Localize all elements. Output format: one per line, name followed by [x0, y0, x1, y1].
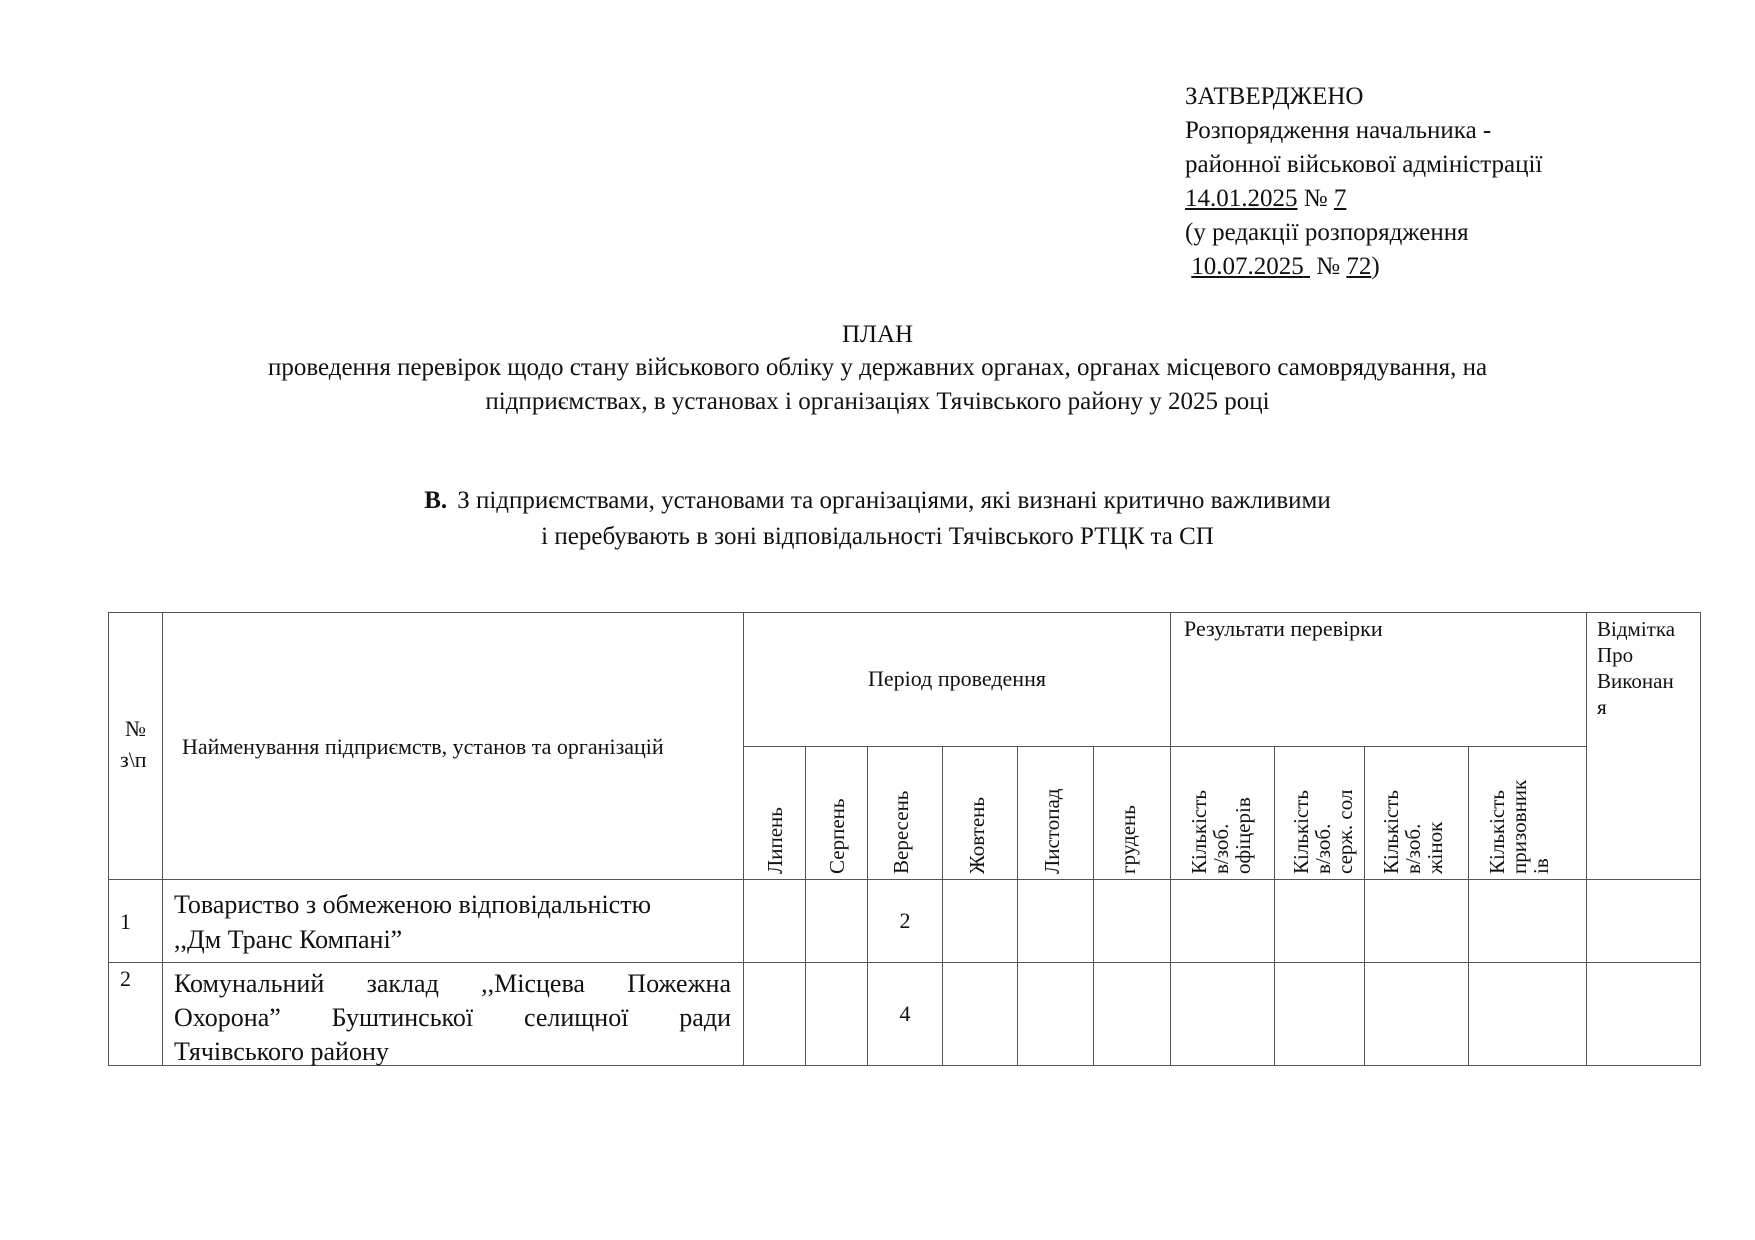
section-text1: З підприємствами, установами та організаціями, які визнані критично важливими	[457, 487, 1331, 514]
result-officers-line3: офіцерів	[1231, 797, 1255, 874]
header-no-sign: №	[125, 716, 146, 741]
result-officers-line1: Кількість	[1187, 789, 1211, 874]
header-no-cell	[108, 612, 163, 880]
header-period: Період проведення	[868, 666, 1046, 691]
approval-number: 7	[1333, 185, 1347, 212]
approval-date2: 10.07.2025	[1191, 253, 1304, 280]
approval-block	[1185, 80, 1542, 284]
approval-date-line	[1185, 182, 1542, 216]
header-name: Найменування підприємств, установ та організацій	[182, 734, 664, 759]
section-line1	[0, 484, 1755, 518]
plan-heading: ПЛАН	[841, 321, 914, 348]
month-july: Липень	[763, 807, 787, 874]
result-women-line1: Кількість	[1379, 789, 1403, 874]
result-women-line3: жінок	[1423, 821, 1447, 874]
row-september-value: 4	[899, 1001, 911, 1026]
approval-title: ЗАТВЕРДЖЕНО	[1185, 83, 1364, 110]
approval-date: 14.01.2025	[1185, 185, 1298, 212]
section-line2: і перебувають в зоні відповідальності Тячівського РТЦК та СП	[541, 523, 1214, 550]
result-conscripts-line2: призовник	[1507, 779, 1531, 874]
header-mark	[1597, 616, 1675, 720]
header-mark-line2: Про	[1597, 643, 1634, 667]
row-name-line1: Комунальний заклад ,,Місцева Пожежна	[174, 969, 731, 998]
row-number: 1	[120, 909, 131, 934]
approval-no-sign2: №	[1316, 253, 1341, 280]
month-august: Серпень	[825, 798, 849, 874]
result-sergeants-line2: в/зоб.	[1311, 823, 1335, 874]
month-october: Жовтень	[965, 797, 989, 874]
section-letter: В.	[424, 487, 448, 514]
row-number: 2	[120, 966, 131, 991]
plan-title-line2: підприємствах, в установах і організаціях Тячівського району у 2025 році	[485, 388, 1270, 415]
row-name-line1: Товариство з обмеженою відповідальністю	[174, 890, 651, 919]
result-women	[1380, 790, 1446, 874]
result-conscripts	[1486, 780, 1552, 874]
result-conscripts-line1: Кількість	[1485, 789, 1509, 874]
row-name-line2: Охорона” Буштинської селищної ради	[174, 1003, 731, 1032]
plan-title-line1: проведення перевірок щодо стану військового обліку у державних органах, органах місцевого самоврядування, на	[267, 354, 1488, 381]
approval-number2: 72	[1346, 253, 1372, 280]
approval-line3: районної військової адміністрації	[1185, 151, 1543, 178]
result-women-line2: в/зоб.	[1401, 823, 1425, 874]
approval-line2: Розпорядження начальника -	[1185, 117, 1492, 144]
month-november: Листопад	[1040, 788, 1064, 874]
approval-line5: (у редакції розпорядження	[1185, 219, 1469, 246]
header-mark-line1: Відмітка	[1597, 617, 1676, 641]
row-name-line3: Тячівського району	[174, 1037, 389, 1066]
result-sergeants	[1290, 790, 1356, 874]
row-september-value: 2	[899, 908, 911, 933]
result-officers	[1188, 790, 1254, 874]
header-mark-line4: я	[1597, 695, 1607, 719]
month-december: грудень	[1116, 805, 1140, 874]
result-sergeants-line1: Кількість	[1289, 789, 1313, 874]
approval-no-sign: №	[1303, 185, 1328, 212]
month-september: Вересень	[889, 790, 913, 874]
result-officers-line2: в/зоб.	[1209, 823, 1233, 874]
header-no-sub: з\п	[120, 747, 147, 772]
header-results: Результати перевірки	[1184, 616, 1383, 641]
result-sergeants-line3: серж. сол	[1333, 789, 1357, 874]
approval-date2-line: 10.07.2025 № 72)	[1191, 253, 1380, 280]
result-conscripts-line3: ів	[1529, 858, 1553, 874]
row-name-line2: ,,Дм Транс Компані”	[174, 925, 403, 954]
header-mark-line3: Виконан	[1597, 669, 1674, 693]
